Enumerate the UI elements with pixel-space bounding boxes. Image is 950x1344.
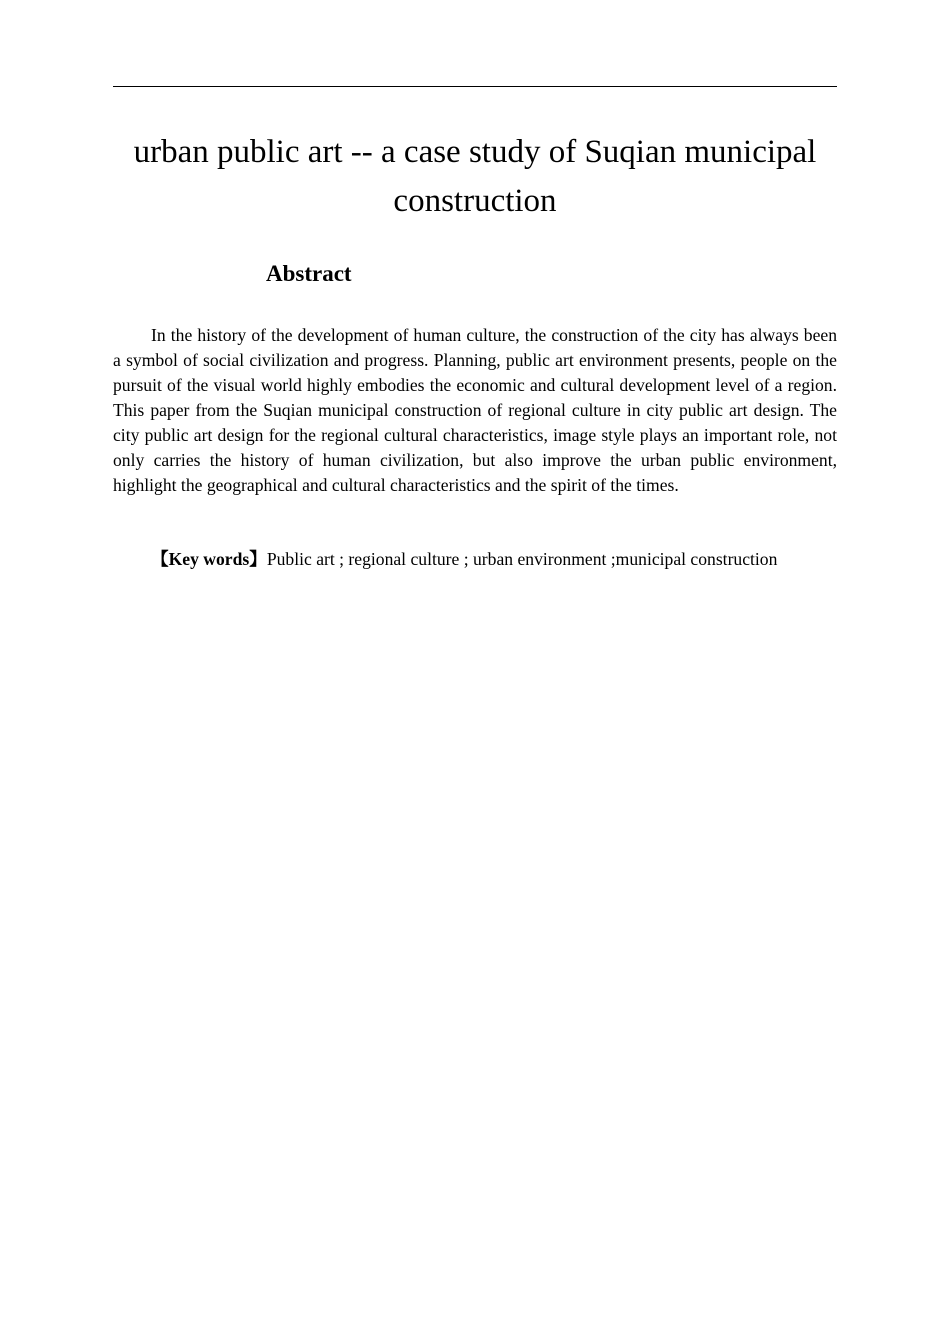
paper-title: urban public art -- a case study of Suqian municipal construction: [133, 134, 817, 219]
abstract-heading: Abstract: [266, 261, 352, 286]
abstract-paragraph: In the history of the development of human culture, the construction of the city has always been a symbol of social civilization and progress. Planning, public art environment presents, people on the pursuit of the visual world highly embodies the economic and cultural development level of a region. This paper from the Suqian municipal construction of regional culture in city public art design. The city public art design for the regional cultural characteristics, image style plays an important role, not only carries the history of human civilization, but also improve the urban public environment, highlight the geographical and cultural characteristics and the spirit of the times.: [113, 325, 837, 495]
header-rule: [113, 86, 837, 87]
keywords-label: 【Key words】: [151, 549, 267, 569]
keywords-text: Public art ; regional culture ; urban environment ;municipal construction: [266, 549, 778, 569]
keywords-line: [113, 547, 837, 572]
